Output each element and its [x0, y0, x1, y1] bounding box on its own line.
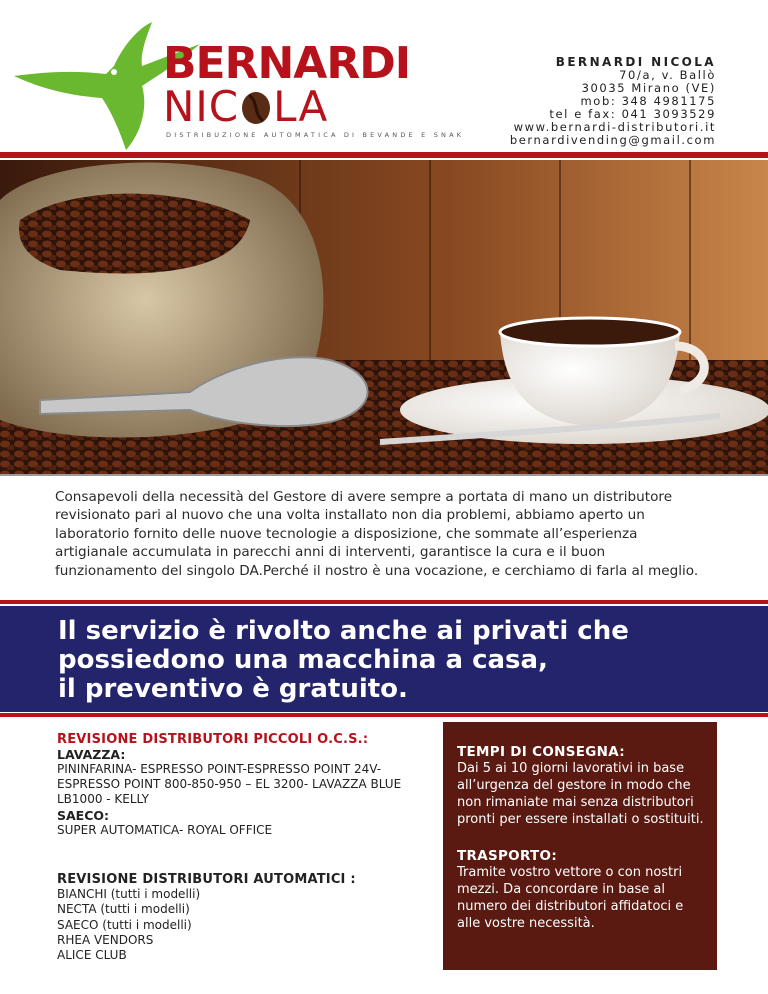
saeco-models: SUPER AUTOMATICA- ROYAL OFFICE [57, 822, 273, 837]
delivery-line-1: Dai 5 ai 10 giorni lavorativi in base [457, 761, 685, 776]
brand-tagline: DISTRIBUZIONE AUTOMATICA DI BEVANDE E SNAK [166, 131, 465, 139]
coffee-bean-icon [239, 89, 273, 125]
saeco-label: SAECO: [57, 807, 110, 823]
banner-top-stripe [0, 600, 768, 604]
transport-line-1: Tramite vostro vettore o con nostri [457, 865, 683, 880]
delivery-line-4: pronti per essere installati o sostituiti. [457, 812, 704, 827]
brand-line-2-part-1: NIC [163, 82, 240, 131]
lavazza-line-3: LB1000 - KELLY [57, 792, 149, 807]
banner-line-3: il preventivo è gratuito. [58, 674, 408, 704]
ocs-title: REVISIONE DISTRIBUTORI PICCOLI O.C.S.: [57, 732, 369, 747]
auto-item: RHEA VENDORS [57, 933, 154, 948]
banner-line-1: Il servizio è rivolto anche ai privati che [58, 616, 629, 646]
banner-headline [58, 617, 738, 704]
lavazza-line-2: ESPRESSO POINT 800-850-950 – EL 3200- LAVAZZA BLUE [57, 777, 402, 792]
delivery-line-3: non rimaniate mai senza distributori [457, 795, 694, 810]
banner-line-2: possiedono una macchina a casa, [58, 645, 548, 675]
auto-list [57, 887, 437, 964]
delivery-title: TEMPI DI CONSEGNA: [457, 744, 625, 760]
delivery-section [457, 744, 709, 828]
contact-block [510, 56, 716, 147]
lavazza-line-1: PININFARINA- ESPRESSO POINT-ESPRESSO POINT 24V- [57, 762, 382, 776]
header-divider [0, 152, 768, 158]
brand-line-2 [163, 82, 329, 131]
coffee-photo [0, 160, 768, 474]
contact-name: BERNARDI NICOLA [555, 55, 716, 69]
transport-line-2: mezzi. Da concordare in base al [457, 882, 665, 897]
auto-title: REVISIONE DISTRIBUTORI AUTOMATICI : [57, 871, 356, 887]
auto-item: BIANCHI (tutti i modelli) [57, 886, 201, 901]
transport-line-3: numero dei distributori affidatoci e [457, 899, 684, 914]
auto-item: NECTA (tutti i modelli) [57, 902, 190, 917]
auto-item: SAECO (tutti i modelli) [57, 917, 192, 932]
photo-divider [0, 474, 768, 476]
brand-line-2-part-2: LA [273, 82, 329, 131]
info-box [443, 722, 717, 970]
brand-line-1: BERNARDI [163, 38, 411, 89]
intro-paragraph: Consapevoli della necessità del Gestore di avere sempre a portata di mano un distributore revisionato pari al nuovo che una volta installato non dia problemi, abbiamo aperto un laboratorio fornito delle nuove tecnologie a disposizione, che sommate all’esperienza artigianale accumulata in parecchi anni di interventi, garantisce la cura e il buon funzionamento del singolo DA.Perché il nostro è una vocazione, e cerchiamo di farla al meglio. [55, 489, 699, 579]
contact-phone: tel e fax: 041 3093529 [549, 107, 716, 121]
services-list [57, 732, 437, 964]
auto-item: ALICE CLUB [57, 948, 127, 963]
delivery-line-2: all’urgenza del gestore in modo che [457, 778, 691, 793]
coffee-scene-illustration [0, 160, 768, 474]
transport-line-4: alle vostre necessità. [457, 916, 595, 931]
header [0, 0, 768, 152]
contact-mobile: mob: 348 4981175 [580, 94, 716, 108]
lavazza-models [57, 762, 437, 808]
contact-email[interactable]: bernardivending@gmail.com [509, 133, 716, 147]
contact-city: 30035 Mirano (VE) [581, 81, 716, 95]
banner-bottom-stripe [0, 713, 768, 717]
lavazza-label: LAVAZZA: [57, 747, 126, 762]
contact-website[interactable]: www.bernardi-distributori.it [513, 120, 716, 134]
transport-section [457, 848, 709, 932]
transport-title: TRASPORTO: [457, 848, 558, 864]
contact-address: 70/a, v. Ballò [619, 68, 716, 82]
